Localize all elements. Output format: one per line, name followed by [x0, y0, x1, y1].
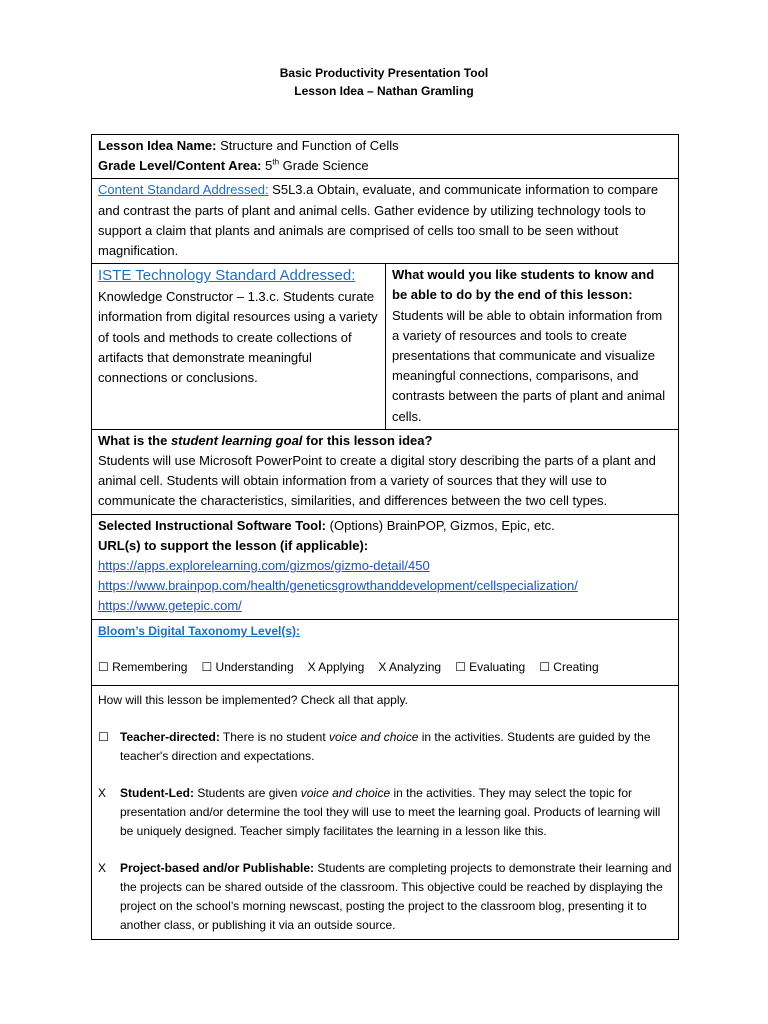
implementation-row [92, 686, 678, 939]
bloom-evaluating[interactable]: ☐ Evaluating [455, 659, 526, 674]
document-title [0, 64, 768, 100]
goal-label-post: for this lesson idea? [302, 432, 433, 448]
student-text-pre: Students are given [194, 786, 301, 801]
teacher-text-em: voice and choice [329, 730, 419, 745]
teacher-checkbox[interactable]: ☐ [98, 730, 109, 745]
teacher-text-post: in the activities. Students are guided by the teacher's direction and expectations. [120, 730, 651, 764]
software-row [92, 515, 678, 620]
bloom-applying[interactable]: X Applying [307, 659, 365, 674]
option-project-based [98, 859, 672, 935]
bloom-understanding[interactable]: ☐ Understanding [201, 659, 294, 674]
bloom-label: Bloom’s Digital Taxonomy Level(s): [98, 623, 301, 638]
url-link-gizmos[interactable]: https://apps.explorelearning.com/gizmos/gizmo-detail/450 [98, 558, 430, 574]
bloom-analyzing[interactable]: X Analyzing [378, 659, 442, 674]
url-label: URL(s) to support the lesson (if applicable): [98, 537, 369, 553]
title-line-1: Basic Productivity Presentation Tool [279, 66, 489, 80]
grade-sup: th [272, 157, 280, 167]
goal-label-em: student learning goal [170, 432, 303, 448]
know-cell [386, 264, 678, 429]
url-link-epic[interactable]: https://www.getepic.com/ [98, 598, 242, 614]
student-text-em: voice and choice [300, 786, 391, 801]
learning-goal-row [92, 430, 678, 515]
option-teacher-directed [98, 728, 672, 766]
grade-subject: Grade Science [279, 158, 369, 174]
know-text: Students will be able to obtain information from a variety of resources and tools to create presentations that communicate and visualize meaningful connections, comparisons, and contrasts between the parts of plant and animal cells. [392, 307, 666, 424]
iste-cell [92, 264, 386, 429]
iste-label: ISTE Technology Standard Addressed: [98, 267, 356, 285]
software-label: Selected Instructional Software Tool: [98, 517, 327, 533]
bloom-levels [98, 657, 672, 677]
student-label: Student-Led: [120, 786, 194, 801]
goal-label-pre: What is the [98, 432, 171, 448]
teacher-label: Teacher-directed: [120, 730, 220, 745]
option-student-led [98, 784, 672, 841]
know-label: What would you like students to know and be able to do by the end of this lesson: [392, 267, 655, 303]
project-checkbox[interactable]: X [98, 861, 107, 876]
goal-text: Students will use Microsoft PowerPoint to create a digital story describing the parts of a plant and animal cell. Students will obtain information from a variety of sources that they will use to communicate the characteristics, similarities, and differences between the two cell types. [98, 453, 656, 509]
lesson-name-row [92, 135, 678, 179]
teacher-text-pre: There is no student [219, 730, 329, 745]
lesson-name-label: Lesson Idea Name: [98, 138, 217, 153]
bloom-remembering[interactable]: ☐ Remembering [98, 659, 188, 674]
student-checkbox[interactable]: X [98, 786, 107, 801]
student-text-post: in the activities. They may select the topic for presentation and/or determine the tool they will use to meet the learning goal. Products of learning will be uniquely designed. Teacher simply facilitates the learning in a lesson like this. [120, 786, 661, 839]
iste-text: Knowledge Constructor – 1.3.c. Students curate information from digital resources using a variety of tools and methods to create collections of artifacts that demonstrate meaningful connections or conclusions. [98, 289, 378, 386]
implementation-question: How will this lesson be implemented? Check all that apply. [98, 693, 408, 708]
software-value: (Options) BrainPOP, Gizmos, Epic, etc. [326, 517, 555, 533]
content-standard-row [92, 179, 678, 264]
standards-split-row [92, 264, 678, 430]
content-standard-label: Content Standard Addressed: [98, 182, 269, 198]
project-label: Project-based and/or Publishable: [120, 861, 315, 876]
lesson-table [91, 134, 679, 940]
grade-label: Grade Level/Content Area: [98, 158, 262, 174]
content-standard-text: S5L3.a Obtain, evaluate, and communicate information to compare and contrast the parts of plant and animal cells. Gather evidence by utilizing technology tools to support a claim that plants and animals are comprised of cells too small to be seen without magnification. [98, 182, 659, 259]
project-text: Students are completing projects to demonstrate their learning and the projects can be shared outside of the classroom. This objective could be reached by displaying the project on the school’s morning newscast, posting the project to the classroom blog, presenting it to another class, or publishing it via an outside source. [120, 861, 672, 933]
bloom-creating[interactable]: ☐ Creating [539, 659, 599, 674]
url-link-brainpop[interactable]: https://www.brainpop.com/health/geneticsgrowthanddevelopment/cellspecialization/ [98, 578, 578, 594]
title-line-2: Lesson Idea – Nathan Gramling [294, 84, 474, 98]
bloom-row [92, 620, 678, 686]
lesson-name-value: Structure and Function of Cells [216, 138, 399, 153]
grade-value: 5 [261, 158, 273, 174]
